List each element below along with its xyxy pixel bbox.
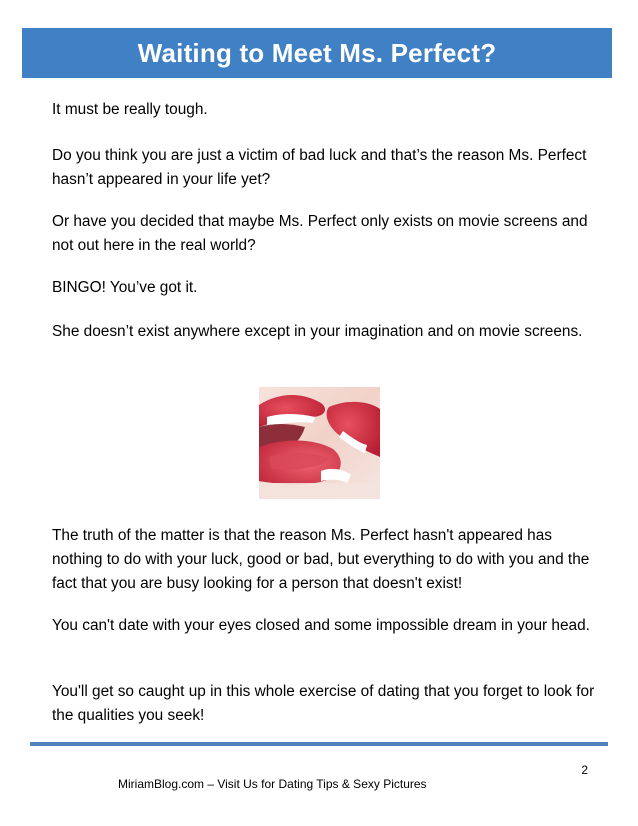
paragraph-5: She doesn’t exist anywhere except in your imagination and on movie screens.	[52, 323, 583, 340]
paragraph-8: You'll get so caught up in this whole exercise of dating that you forget to look for the qualities you seek!	[52, 683, 595, 724]
title-banner	[22, 28, 612, 78]
paragraph-1: It must be really tough.	[52, 101, 208, 118]
paragraph-2: Do you think you are just a victim of bad luck and that’s the reason Ms. Perfect hasn’t appeared in your life yet?	[52, 147, 587, 188]
lips-photo-icon	[259, 387, 380, 499]
footer-text: MiriamBlog.com – Visit Us for Dating Tips & Sexy Pictures	[118, 777, 427, 791]
page-number: 2	[581, 763, 588, 777]
paragraph-7: You can't date with your eyes closed and some impossible dream in your head.	[52, 617, 590, 634]
footer-divider	[30, 742, 608, 746]
page-title: Waiting to Meet Ms. Perfect?	[137, 37, 497, 68]
paragraph-3: Or have you decided that maybe Ms. Perfect only exists on movie screens and not out here in the real world?	[52, 213, 588, 254]
lips-photo	[259, 387, 380, 499]
paragraph-6: The truth of the matter is that the reason Ms. Perfect hasn't appeared has nothing to do with your luck, good or bad, but everything to do with you and the fact that you are busy looking for a person that doesn't exist!	[52, 527, 590, 592]
paragraph-4: BINGO! You’ve got it.	[52, 279, 198, 296]
